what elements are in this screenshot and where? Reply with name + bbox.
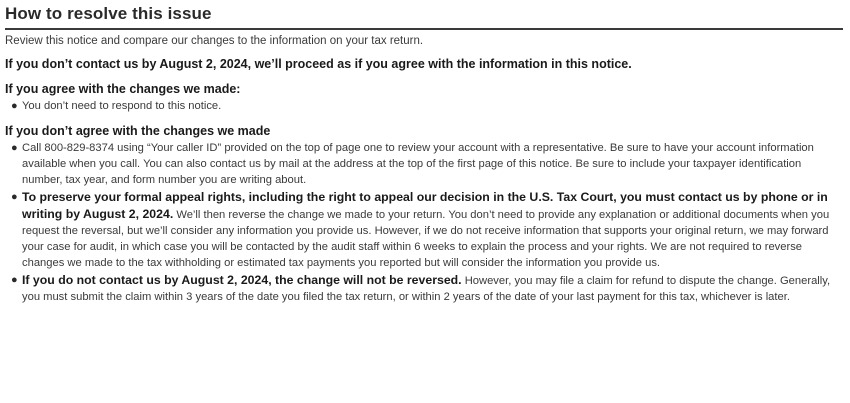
section-title: How to resolve this issue <box>5 0 843 30</box>
disagree-heading: If you don’t agree with the changes we made <box>5 124 271 138</box>
list-item <box>5 140 843 188</box>
bullet-icon: ● <box>11 191 18 203</box>
bullet-text: You don’t need to respond to this notice. <box>22 100 222 112</box>
list-item <box>5 272 843 305</box>
list-item <box>5 189 843 271</box>
notice-section <box>5 0 843 305</box>
deadline-warning: If you don’t contact us by August 2, 2024, we’ll proceed as if you agree with the information in this notice. <box>5 57 632 71</box>
bullet-lead-text: If you do not contact us by August 2, 2024, the change will not be reversed. <box>22 273 462 287</box>
bullet-icon: ● <box>11 142 18 154</box>
bullet-icon: ● <box>11 274 18 286</box>
agree-bullet-list <box>5 98 843 114</box>
list-item <box>5 98 843 114</box>
agree-heading: If you agree with the changes we made: <box>5 82 241 96</box>
bullet-lead-text: To preserve your formal appeal rights, including the right to appeal our decision in the U.S. Tax Court, you must contact us by phone or in writing by August 2, 2024. <box>22 190 828 221</box>
bullet-text: Call 800-829-8374 using “Your caller ID” provided on the top of page one to review your account with a representative. Be sure to have your account information available when you call. You can also contact us by mail at the address at the top of the first page of this notice. Be sure to include your taxpayer identification number, tax year, and form number you are writing about. <box>22 142 814 186</box>
intro-text: Review this notice and compare our changes to the information on your tax return. <box>5 35 424 47</box>
bullet-icon: ● <box>11 100 18 112</box>
bullet-text: However, you may file a claim for refund to dispute the change. Generally, you must submit the claim within 3 years of the date you filed the tax return, or within 2 years of the date of your last payment for this tax, whichever is later. <box>22 275 831 303</box>
bullet-text: We’ll then reverse the change we made to your return. You don’t need to provide any explanation or additional documents when you request the reversal, but we’ll consider any information you provide us. However, if we do not receive information that supports your original return, we may forward your case for audit, in which case you will be contacted by the audit staff within 6 weeks to explain the process and your rights. We are not required to reverse changes we made to the tax withholding or estimated tax payments you reported but will consider the information you provide us. <box>22 209 830 269</box>
disagree-bullet-list <box>5 140 843 305</box>
